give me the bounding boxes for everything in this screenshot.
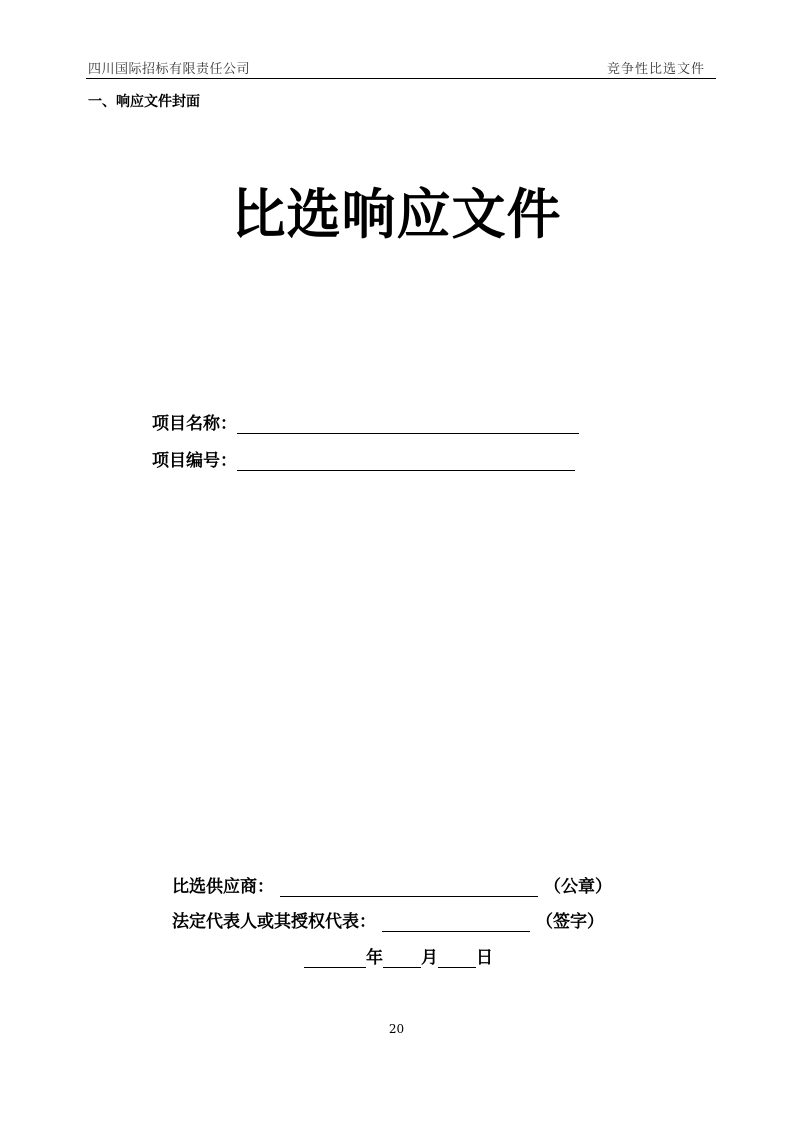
representative-field [172, 907, 604, 932]
date-field [304, 943, 493, 968]
project-name-label: 项目名称： [152, 414, 237, 434]
supplier-label: 比选供应商： [172, 877, 274, 897]
cover-title: 比选响应文件 [231, 182, 562, 246]
supplier-blank [280, 878, 538, 897]
project-number-field [152, 446, 575, 471]
day-blank [438, 949, 476, 968]
section-heading: 一、响应文件封面 [88, 94, 200, 110]
project-name-field [152, 409, 579, 434]
header-divider [86, 78, 716, 79]
project-number-label: 项目编号： [152, 451, 237, 471]
year-blank [304, 949, 366, 968]
project-number-blank [237, 452, 575, 471]
representative-blank [382, 913, 530, 932]
day-label: 日 [476, 948, 493, 968]
month-blank [383, 949, 421, 968]
header-document-type: 竞争性比选文件 [606, 62, 705, 77]
month-label: 月 [421, 948, 438, 968]
supplier-seal-note: （公章） [544, 877, 612, 897]
representative-label: 法定代表人或其授权代表： [172, 912, 376, 932]
page-number: 20 [388, 1022, 405, 1036]
year-label: 年 [366, 948, 383, 968]
representative-signature-note: （签字） [536, 912, 604, 932]
project-name-blank [237, 415, 579, 434]
supplier-field [172, 872, 612, 897]
header-company-name: 四川国际招标有限责任公司 [88, 62, 251, 77]
